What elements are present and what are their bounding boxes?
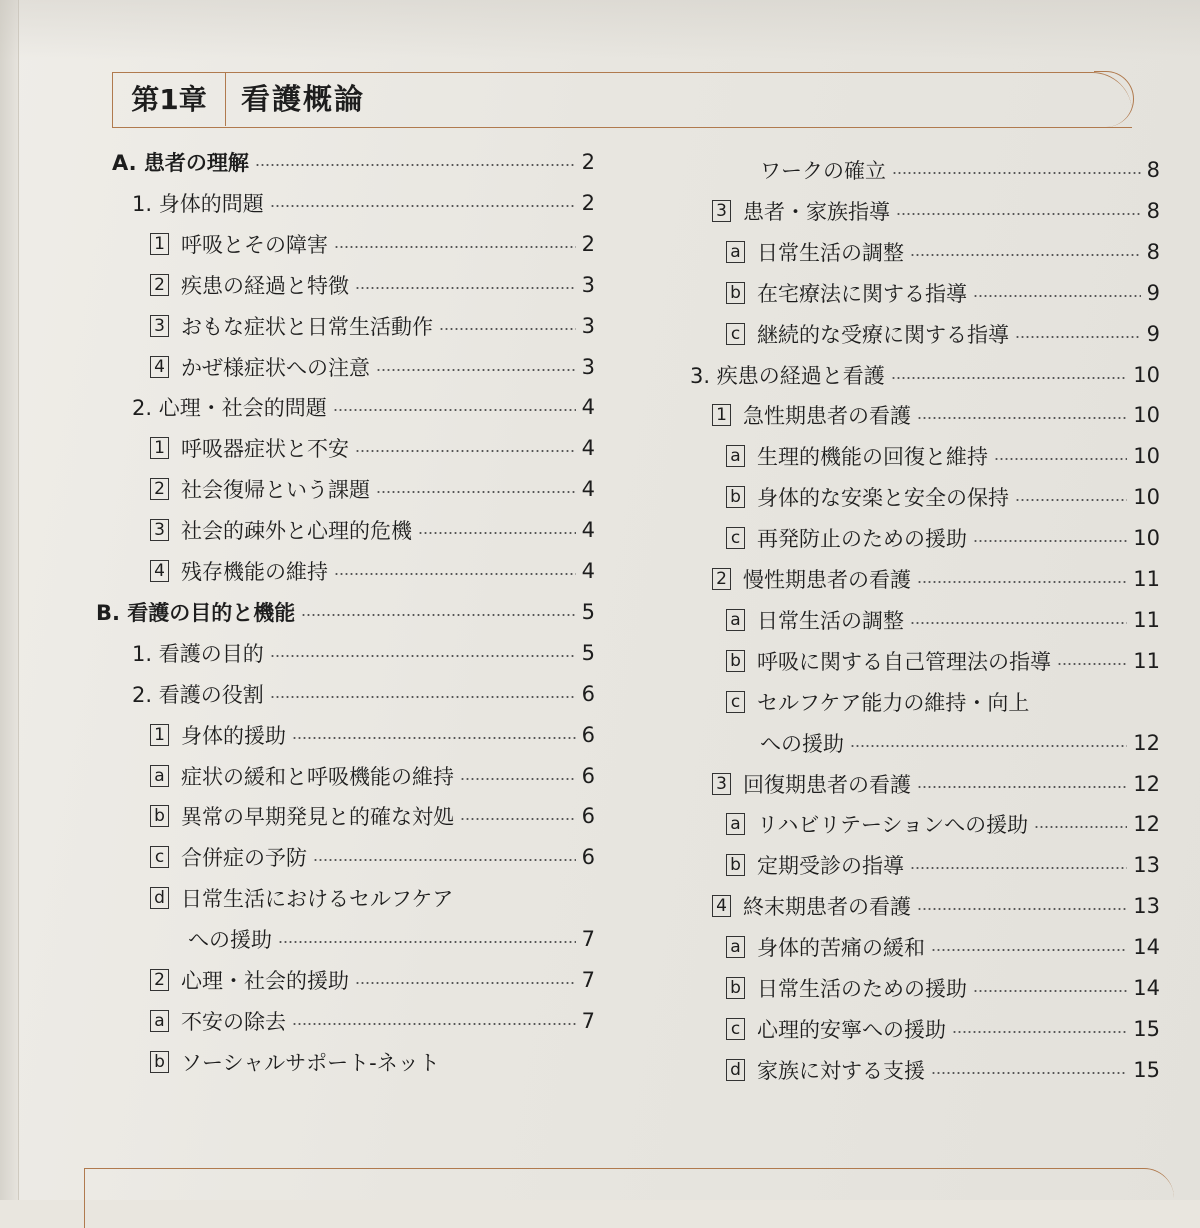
toc-entry [712, 398, 1160, 432]
toc-entry-page: 5 [581, 599, 595, 624]
toc-entry-page: 12 [1133, 812, 1160, 837]
leader-dots [1034, 826, 1127, 828]
toc-entry-page: 3 [581, 313, 595, 338]
toc-entry-label [712, 400, 911, 430]
toc-entry [132, 636, 595, 670]
toc-entry-marker: c [726, 1018, 745, 1040]
toc-entry [726, 1012, 1160, 1046]
toc-entry-label [712, 564, 911, 594]
toc-entry-label [726, 482, 1009, 512]
toc-entry-text: 呼吸に関する自己管理法の指導 [757, 649, 1051, 674]
toc-entry-page: 6 [581, 722, 595, 747]
toc-entry-page: 3 [581, 272, 595, 297]
toc-entry-text: 呼吸とその障害 [181, 232, 328, 257]
leader-dots [418, 532, 576, 534]
toc-entry-text: 疾患の経過と特徴 [181, 273, 349, 298]
toc-entry-text: 日常生活の調整 [757, 240, 904, 265]
toc-entry-label [726, 319, 1009, 349]
leader-dots [1057, 663, 1127, 665]
toc-entry-label [150, 556, 328, 586]
toc-entry [712, 562, 1160, 596]
toc-entry-text: 社会的疎外と心理的危機 [181, 519, 412, 544]
leader-dots [334, 573, 576, 575]
toc-entry [726, 848, 1160, 882]
leader-dots [917, 908, 1127, 910]
toc-entry-marker: a [726, 609, 745, 631]
toc-entry-page: 4 [581, 477, 595, 502]
toc-entry-page: 10 [1133, 403, 1160, 428]
toc-entry-marker: b [150, 805, 169, 827]
toc-entry-label [150, 720, 286, 750]
toc-entry [726, 317, 1160, 351]
toc-entry-label [96, 597, 295, 627]
toc-entry [150, 759, 595, 793]
toc-entry-text: 患者・家族指導 [743, 199, 890, 224]
toc-entry-page: 8 [1146, 198, 1160, 223]
leader-dots [270, 205, 576, 207]
toc-entry [150, 718, 595, 752]
toc-entry [150, 1045, 595, 1079]
toc-entry-page: 5 [581, 640, 595, 665]
toc-entry-page: 4 [581, 518, 595, 543]
leader-dots [973, 295, 1141, 297]
toc-entry-marker: a [150, 765, 169, 787]
toc-entry-marker: 1 [150, 724, 169, 746]
toc-entry-text: 異常の早期発見と的確な対処 [181, 805, 454, 830]
leader-dots [931, 949, 1127, 951]
toc-entry [150, 227, 595, 261]
toc-entry-page: 6 [581, 681, 595, 706]
toc-entry [726, 603, 1160, 637]
leader-dots [376, 369, 576, 371]
toc-entry-marker: b [150, 1051, 169, 1073]
leader-dots [376, 491, 576, 493]
toc-entry-label [690, 360, 885, 390]
toc-entry-text: 呼吸器症状と不安 [181, 437, 349, 462]
toc-entry-marker: b [726, 650, 745, 672]
toc-entry-label [132, 638, 264, 668]
toc-entry-text: 身体的苦痛の緩和 [757, 936, 925, 961]
book-spine [0, 0, 19, 1200]
toc-entry-page: 9 [1146, 321, 1160, 346]
toc-entry-label [726, 237, 904, 267]
toc-entry-text: 心理・社会的援助 [181, 969, 349, 993]
toc-entry-page: 4 [581, 395, 595, 420]
toc-entry-label [726, 278, 967, 308]
toc-entry-label [132, 188, 264, 218]
toc-entry-text: リハビリテーションへの援助 [757, 813, 1029, 838]
toc-entry-marker: 3 [150, 519, 169, 541]
leader-dots [292, 1023, 576, 1025]
toc-entry-label [726, 932, 925, 962]
toc-entry-label [132, 392, 327, 422]
toc-entry-text: への援助 [760, 731, 844, 756]
toc-entry-label [150, 474, 370, 504]
leader-dots [952, 1031, 1127, 1033]
toc-entry-text: セルフケア能力の維持・向上 [757, 690, 1030, 715]
toc-entry [712, 767, 1160, 801]
toc-entry [712, 889, 1160, 923]
leader-dots [973, 540, 1127, 542]
toc-entry-label [188, 924, 272, 954]
toc-entry-label [150, 883, 453, 913]
toc-entry [150, 472, 595, 506]
toc-entry-marker: 2 [150, 274, 169, 296]
toc-entry-marker: 2 [150, 478, 169, 500]
toc-entry-marker: 1 [712, 404, 731, 426]
toc-entry [726, 1053, 1160, 1087]
toc-entry-text: 合併症の予防 [181, 846, 307, 871]
toc-entry-marker: c [150, 846, 169, 868]
toc-entry-label [712, 769, 911, 799]
leader-dots [278, 941, 576, 943]
toc-entry [132, 186, 595, 220]
chapter-header [112, 72, 1132, 128]
toc-entry-page: 12 [1133, 730, 1160, 755]
leader-dots [460, 818, 576, 820]
toc-entry-page: 10 [1133, 526, 1160, 551]
toc-entry-page: 14 [1133, 935, 1160, 960]
toc-entry-marker: a [726, 813, 745, 835]
toc-entry-page: 14 [1133, 976, 1160, 1000]
toc-entry-marker: 3 [150, 315, 169, 337]
toc-entry [188, 922, 595, 956]
toc-entry [150, 309, 595, 343]
toc-entry [726, 439, 1160, 473]
toc-entry-label [760, 728, 844, 758]
toc-entry-page: 15 [1133, 1016, 1160, 1041]
toc-entry-marker: 4 [150, 560, 169, 582]
leader-dots [917, 581, 1127, 583]
leader-dots [917, 786, 1127, 788]
toc-entry-label [150, 433, 349, 463]
toc-entry-label [150, 352, 370, 382]
toc-entry-marker: 2 [712, 568, 731, 590]
toc-entry-page: 6 [581, 804, 595, 829]
toc-entry-marker: a [726, 936, 745, 958]
toc-entry-label [726, 973, 967, 1003]
toc-entry [690, 358, 1160, 392]
toc-entry-label [726, 687, 1029, 717]
leader-dots [270, 655, 576, 657]
chapter-title: 看護概論 [241, 82, 366, 116]
leader-dots [313, 859, 576, 861]
toc-entry [760, 153, 1160, 187]
toc-entry-label [150, 311, 433, 341]
toc-entry-page: 2 [581, 231, 595, 256]
toc-entry [726, 971, 1160, 1005]
toc-entry [726, 235, 1160, 269]
toc-entry-marker: 1 [150, 233, 169, 255]
leader-dots [917, 417, 1127, 419]
toc-entry-label [726, 605, 904, 635]
leader-dots [994, 458, 1127, 460]
toc-entry-text: ワークの確立 [760, 159, 886, 183]
toc-entry [150, 1004, 595, 1038]
toc-entry-text: 2. 看護の役割 [132, 682, 264, 707]
toc-entry-page: 15 [1133, 1057, 1160, 1082]
leader-dots [1015, 499, 1127, 501]
leader-dots [270, 696, 576, 698]
toc-entry-page: 10 [1133, 362, 1160, 387]
toc-entry-text: 日常生活の調整 [757, 608, 904, 633]
toc-entry-text: 2. 心理・社会的問題 [132, 396, 327, 421]
toc-entry-label [760, 155, 886, 185]
toc-entry-marker: c [726, 527, 745, 549]
toc-entry-text: B. 看護の目的と機能 [96, 600, 296, 625]
toc-entry-page: 12 [1133, 771, 1160, 796]
toc-entry-page: 11 [1133, 648, 1160, 673]
toc-entry-page: 13 [1133, 894, 1160, 919]
toc-entry-page: 10 [1133, 485, 1160, 510]
toc-entry-marker: 4 [712, 895, 731, 917]
toc-entry-text: 1. 身体的問題 [132, 191, 264, 216]
toc-entry [150, 554, 595, 588]
leader-dots [255, 164, 576, 166]
toc-entry [726, 807, 1160, 841]
toc-entry-label [150, 515, 412, 545]
toc-entry-text: かぜ様症状への注意 [181, 355, 370, 380]
toc-entry-label [150, 842, 307, 872]
toc-entry-text: 症状の緩和と呼吸機能の維持 [181, 764, 454, 789]
toc-entry-text: 終末期患者の看護 [743, 895, 911, 920]
leader-dots [355, 450, 576, 452]
toc-entry-text: おもな症状と日常生活動作 [181, 314, 433, 339]
leader-dots [292, 737, 576, 739]
toc-entry [96, 595, 595, 629]
toc-entry [150, 268, 595, 302]
toc-entry-marker: b [726, 854, 745, 876]
toc-entry [726, 276, 1160, 310]
leader-dots [460, 778, 576, 780]
toc-entry-page: 4 [581, 559, 595, 583]
toc-entry [726, 480, 1160, 514]
toc-entry-text: 日常生活におけるセルフケア [181, 887, 454, 912]
leader-dots [892, 172, 1141, 174]
next-chapter-header [84, 1168, 1174, 1228]
toc-entry [150, 840, 595, 874]
toc-entry-text: 社会復帰という課題 [181, 478, 370, 503]
toc-entry-text: 定期受診の指導 [757, 854, 904, 879]
toc-entry-page: 11 [1133, 567, 1160, 591]
toc-entry-marker: 4 [150, 356, 169, 378]
toc-entry-label [726, 1014, 946, 1044]
leader-dots [333, 409, 576, 411]
toc-entry-marker: b [726, 486, 745, 508]
toc-entry-label [150, 761, 454, 791]
toc-entry-marker: b [726, 977, 745, 999]
toc-entry-page: 7 [581, 968, 595, 992]
toc-entry-text: A. 患者の理解 [112, 151, 249, 175]
toc-entry-label [150, 1047, 440, 1077]
toc-entry-text: 身体的援助 [181, 723, 286, 748]
toc-entry-page: 3 [581, 354, 595, 379]
toc-entry-text: 身体的な安楽と安全の保持 [757, 486, 1009, 511]
toc-entry-page: 6 [581, 763, 595, 788]
toc-entry-label [150, 1006, 286, 1036]
leader-dots [334, 246, 576, 248]
toc-entry-text: 継続的な受療に関する指導 [757, 322, 1009, 347]
toc-entry-page: 4 [581, 436, 595, 461]
toc-entry [150, 881, 595, 915]
leader-dots [891, 377, 1128, 379]
toc-entry-text: 急性期患者の看護 [743, 404, 911, 429]
toc-entry-text: 慢性期患者の看護 [743, 568, 911, 592]
leader-dots [355, 982, 576, 984]
toc-entry [150, 963, 595, 997]
toc-entry-label [150, 965, 349, 995]
toc-entry-label [726, 1055, 925, 1085]
toc-entry [726, 644, 1160, 678]
toc-entry-text: 3. 疾患の経過と看護 [690, 363, 885, 388]
toc-entry-label [150, 801, 454, 831]
toc-entry-label [150, 270, 349, 300]
leader-dots [910, 867, 1127, 869]
toc-entry-page: 2 [581, 190, 595, 215]
toc-entry-label [132, 679, 264, 709]
toc-entry [150, 513, 595, 547]
toc-entry-text: 1. 看護の目的 [132, 641, 264, 666]
toc-entry [132, 677, 595, 711]
toc-entry-marker: b [726, 282, 745, 304]
toc-entry-text: 在宅療法に関する指導 [757, 281, 967, 306]
toc-entry-marker: 3 [712, 773, 731, 795]
toc-entry-text: 不安の除去 [181, 1009, 286, 1034]
toc-entry [112, 145, 595, 179]
toc-entry [726, 685, 1160, 719]
toc-entry-label [150, 229, 328, 259]
toc-entry-text: 心理的安寧への援助 [757, 1017, 946, 1042]
leader-dots [910, 254, 1141, 256]
toc-entry-page: 13 [1133, 853, 1160, 878]
leader-dots [973, 990, 1127, 992]
toc-entry [132, 390, 595, 424]
toc-entry-page: 10 [1133, 444, 1160, 469]
toc-entry-text: 回復期患者の看護 [743, 772, 911, 797]
toc-entry-marker: d [726, 1059, 745, 1081]
toc-entry-marker: 3 [712, 200, 731, 222]
toc-entry [726, 521, 1160, 555]
toc-entry-text: 再発防止のための援助 [757, 527, 967, 552]
chapter-number: 第1章 [113, 73, 226, 126]
toc-entry-label [726, 809, 1028, 839]
toc-entry-marker: a [150, 1010, 169, 1032]
toc-entry-text: への援助 [188, 928, 272, 953]
toc-entry-page: 9 [1146, 280, 1160, 305]
toc-entry-page: 7 [581, 1008, 595, 1033]
toc-entry-label [112, 147, 249, 177]
toc-entry-marker: c [726, 323, 745, 345]
leader-dots [850, 745, 1127, 747]
toc-entry-text: 生理的機能の回復と維持 [757, 445, 988, 470]
toc-entry-marker: d [150, 887, 169, 909]
toc-entry-page: 11 [1133, 607, 1160, 632]
leader-dots [931, 1072, 1127, 1074]
toc-entry-label [712, 891, 911, 921]
toc-entry-label [726, 523, 967, 553]
toc-entry-text: 日常生活のための援助 [757, 977, 967, 1001]
toc-entry [150, 350, 595, 384]
page-shadow [0, 0, 1200, 60]
toc-entry-marker: c [726, 691, 745, 713]
toc-entry-page: 7 [581, 927, 595, 952]
toc-entry [150, 799, 595, 833]
toc-entry-label [726, 441, 988, 471]
toc-entry-marker: a [726, 445, 745, 467]
toc-entry-page: 6 [581, 845, 595, 870]
leader-dots [896, 213, 1141, 215]
toc-entry-marker: 2 [150, 969, 169, 991]
toc-entry-marker: 1 [150, 437, 169, 459]
leader-dots [910, 622, 1127, 624]
toc-entry-page: 8 [1146, 158, 1160, 182]
toc-entry-page: 8 [1146, 239, 1160, 264]
toc-entry [760, 726, 1160, 760]
toc-entry [712, 194, 1160, 228]
toc-entry-text: 残存機能の維持 [181, 560, 328, 584]
leader-dots [439, 328, 576, 330]
toc-entry-label [712, 196, 890, 226]
toc-entry-page: 2 [581, 150, 595, 174]
toc-entry-text: ソーシャルサポート-ネット [181, 1050, 440, 1075]
leader-dots [355, 287, 576, 289]
toc-entry [150, 431, 595, 465]
toc-entry-marker: a [726, 241, 745, 263]
leader-dots [301, 614, 575, 616]
toc-entry-text: 家族に対する支援 [757, 1058, 925, 1083]
leader-dots [1015, 336, 1141, 338]
toc-entry-label [726, 850, 904, 880]
toc-entry [726, 930, 1160, 964]
toc-entry-label [726, 646, 1051, 676]
